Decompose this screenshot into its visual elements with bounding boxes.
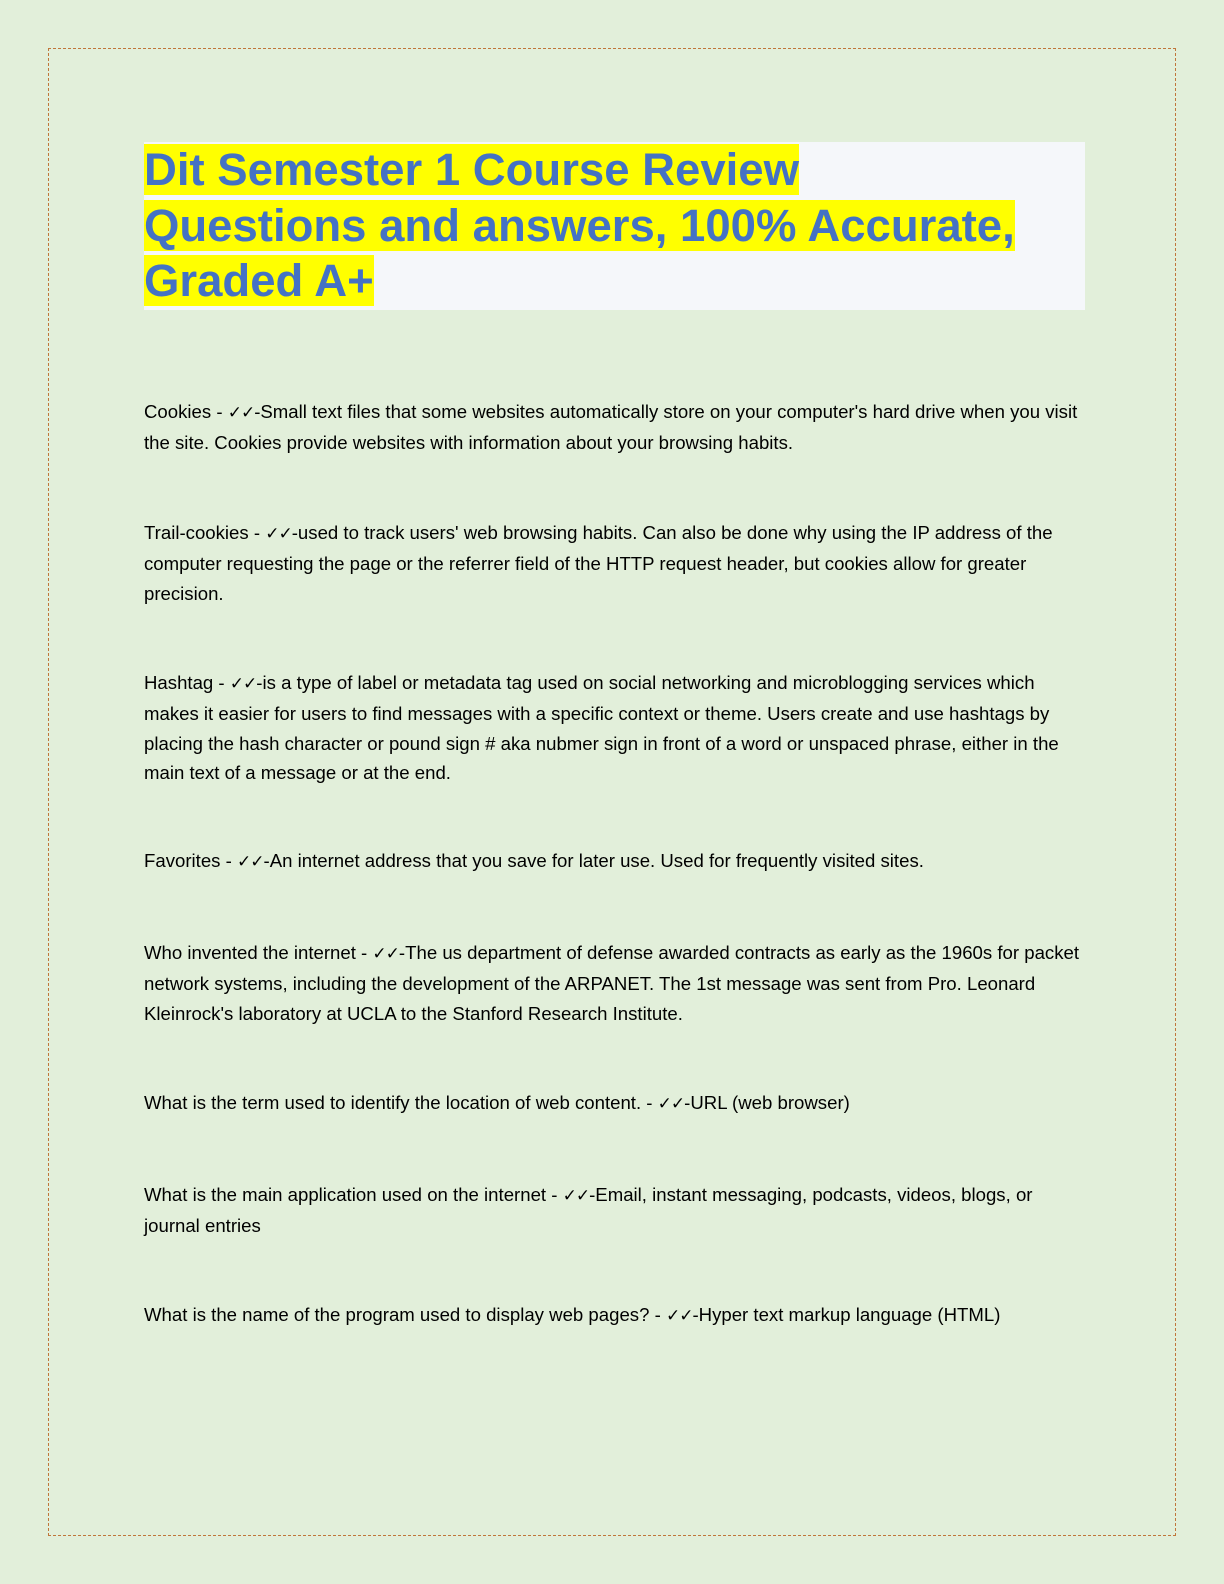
double-check-icon: ✓✓ xyxy=(372,944,399,964)
double-check-icon: ✓✓ xyxy=(227,403,255,423)
qa-answer: -is a type of label or metadata tag used on social networking and microblogging services which makes it easier for users to find messages with a specific context or theme. Users create and use hashtags by placing the hash character or pound sign # aka nubmer sign in front of a word or unspaced phrase, either in the main text of a message or at the end. xyxy=(144,672,1059,784)
double-check-icon: ✓✓ xyxy=(665,1306,693,1326)
qa-term: Cookies - xyxy=(144,401,228,422)
double-check-icon: ✓✓ xyxy=(229,674,257,694)
qa-term: What is the main application used on the internet - xyxy=(144,1184,563,1205)
qa-term: Hashtag - xyxy=(144,672,230,693)
qa-answer: -Email, instant messaging, podcasts, videos, blogs, or journal entries xyxy=(144,1184,1033,1237)
qa-term: Favorites - xyxy=(144,850,237,871)
double-check-icon: ✓✓ xyxy=(237,852,264,872)
double-check-icon: ✓✓ xyxy=(265,524,292,544)
document-title xyxy=(144,142,1085,309)
title-highlight: Dit Semester 1 Course Review Questions and answers, 100% Accurate, Graded A+ xyxy=(144,144,1015,306)
qa-term: What is the term used to identify the location of web content. - xyxy=(144,1092,658,1113)
qa-item-hashtag xyxy=(144,668,1084,788)
qa-term: Who invented the internet - xyxy=(144,942,373,963)
qa-item-favorites xyxy=(144,846,1084,877)
qa-answer: -URL (web browser) xyxy=(684,1092,850,1113)
qa-item-main-application xyxy=(144,1180,1084,1241)
qa-term: Trail-cookies - xyxy=(144,522,266,543)
double-check-icon: ✓✓ xyxy=(657,1094,685,1114)
double-check-icon: ✓✓ xyxy=(562,1186,590,1206)
qa-item-who-invented-internet xyxy=(144,938,1084,1028)
qa-item-trail-cookies xyxy=(144,518,1084,608)
qa-answer: -Hyper text markup language (HTML) xyxy=(692,1304,1001,1325)
qa-term: What is the name of the program used to display web pages? - xyxy=(144,1304,666,1325)
title-block xyxy=(144,142,1085,310)
qa-item-display-web-pages xyxy=(144,1300,1084,1331)
qa-answer: -The us department of defense awarded contracts as early as the 1960s for packet network systems, including the development of the ARPANET. The 1st message was sent from Pro. Leonard Kleinrock's laboratory at UCLA to the Stanford Research Institute. xyxy=(144,942,1080,1024)
qa-item-cookies xyxy=(144,397,1084,458)
qa-answer: -used to track users' web browsing habits. Can also be done why using the IP address of the computer requesting the page or the referrer field of the HTTP request header, but cookies allow for greater precision. xyxy=(144,522,1053,604)
qa-answer: -An internet address that you save for later use. Used for frequently visited sites. xyxy=(263,850,924,871)
qa-item-web-content-location xyxy=(144,1088,1084,1119)
qa-answer: -Small text files that some websites automatically store on your computer's hard drive when you visit the site. Cookies provide websites with information about your browsing habits. xyxy=(144,401,1078,454)
